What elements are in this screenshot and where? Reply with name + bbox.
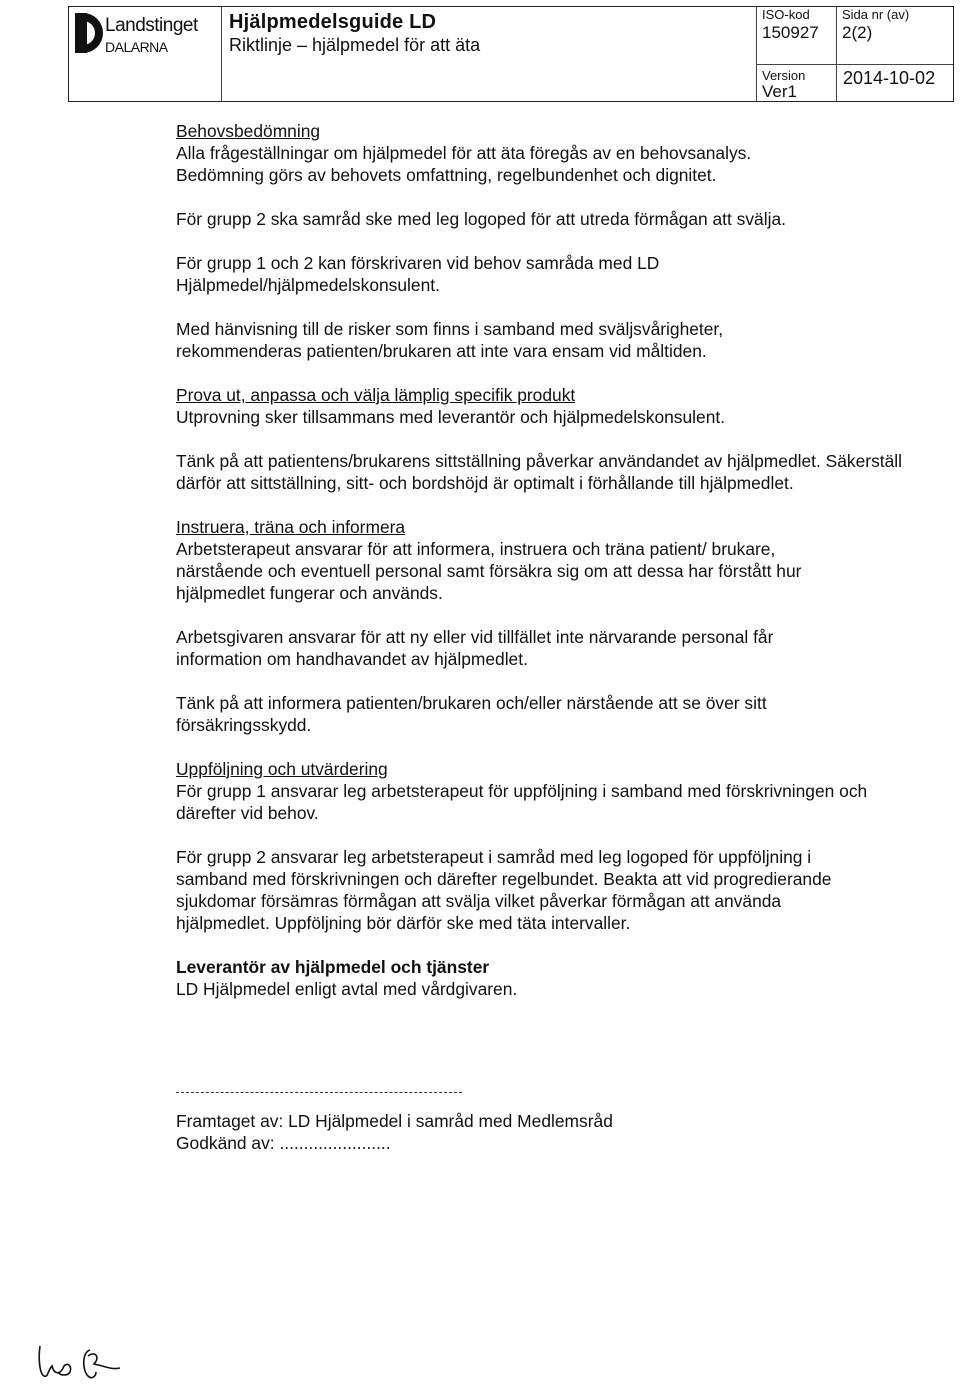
version-value: Ver1 (762, 82, 797, 101)
paragraph: LD Hjälpmedel enligt avtal med vårdgivaren. (176, 979, 518, 999)
version-label: Version (762, 68, 806, 83)
paragraph: Tänk på att patientens/brukarens sittställning påverkar användandet av hjälpmedlet. Säkerställ därför att sittställning, sitt- och bordshöjd är optimalt i förhållande till hjälpmedlet. (176, 451, 902, 493)
document-header (68, 6, 954, 102)
logo-name: Landstinget (105, 15, 198, 36)
section-heading-uppfoljning: Uppföljning och utvärdering (176, 759, 388, 779)
paragraph: Tänk på att informera patienten/brukaren och/eller närstående att se över sitt försäkringsskydd. (176, 693, 767, 735)
logo-subtitle: DALARNA (105, 39, 168, 55)
title-cell (221, 7, 757, 101)
page-number-value: 2(2) (842, 23, 873, 42)
paragraph: Utprovning sker tillsammans med leverantör och hjälpmedelskonsulent. (176, 407, 726, 427)
paragraph: Alla frågeställningar om hjälpmedel för att äta föregås av en behovsanalys. Bedömning görs av behovets omfattning, regelbundenhet och dignitet. (176, 143, 752, 185)
paragraph: För grupp 2 ska samråd ske med leg logoped för att utreda förmågan att svälja. (176, 209, 786, 229)
section-heading-behovsbedomning: Behovsbedömning (176, 121, 321, 141)
page-number-cell (837, 7, 953, 65)
section-heading-prova-ut: Prova ut, anpassa och välja lämplig specifik produkt (176, 385, 576, 405)
document-footer (176, 1110, 613, 1154)
section-heading-instruera: Instruera, träna och informera (176, 517, 406, 537)
document-subtitle: Riktlinje – hjälpmedel för att äta (229, 35, 481, 55)
document-body (176, 120, 916, 1000)
iso-code-cell (757, 7, 837, 65)
section-heading-leverantor: Leverantör av hjälpmedel och tjänster (176, 957, 490, 977)
iso-code-value: 150927 (762, 23, 819, 42)
document-date: 2014-10-02 (843, 68, 936, 88)
iso-code-label: ISO-kod (762, 7, 810, 22)
divider (176, 1092, 462, 1093)
handwritten-initials (34, 1336, 124, 1388)
logo-mark-curve (81, 13, 103, 53)
paragraph: För grupp 1 och 2 kan förskrivaren vid behov samråda med LD Hjälpmedel/hjälpmedelskonsulent. (176, 253, 660, 295)
paragraph: Med hänvisning till de risker som finns i samband med sväljsvårigheter, rekommenderas patienten/brukaren att inte vara ensam vid måltiden. (176, 319, 724, 361)
created-by-line: Framtaget av: LD Hjälpmedel i samråd med Medlemsråd (176, 1111, 613, 1131)
page-number-label: Sida nr (av) (842, 7, 910, 22)
paragraph: För grupp 1 ansvarar leg arbetsterapeut för uppföljning i samband med förskrivningen och därefter vid behov. (176, 781, 868, 823)
date-cell (837, 65, 953, 101)
logo (69, 7, 221, 101)
approved-by-line: Godkänd av: ....................... (176, 1133, 391, 1153)
version-cell (757, 65, 837, 101)
paragraph: För grupp 2 ansvarar leg arbetsterapeut i samråd med leg logoped för uppföljning i samband med förskrivningen och därefter regelbundet. Beakta att vid progredierande sjukdomar försämras förmågan att svälja vilket påverkar förmågan att använda hjälpmedlet. Uppföljning bör därför ske med täta intervaller. (176, 847, 832, 933)
document-title: Hjälpmedelsguide LD (229, 11, 437, 33)
paragraph: Arbetsterapeut ansvarar för att informera, instruera och träna patient/ brukare, närstående och eventuell personal samt försäkra sig om att dessa har förstått hur hjälpmedlet fungerar och används. (176, 539, 802, 603)
paragraph: Arbetsgivaren ansvarar för att ny eller vid tillfället inte närvarande personal får information om handhavandet av hjälpmedlet. (176, 627, 774, 669)
